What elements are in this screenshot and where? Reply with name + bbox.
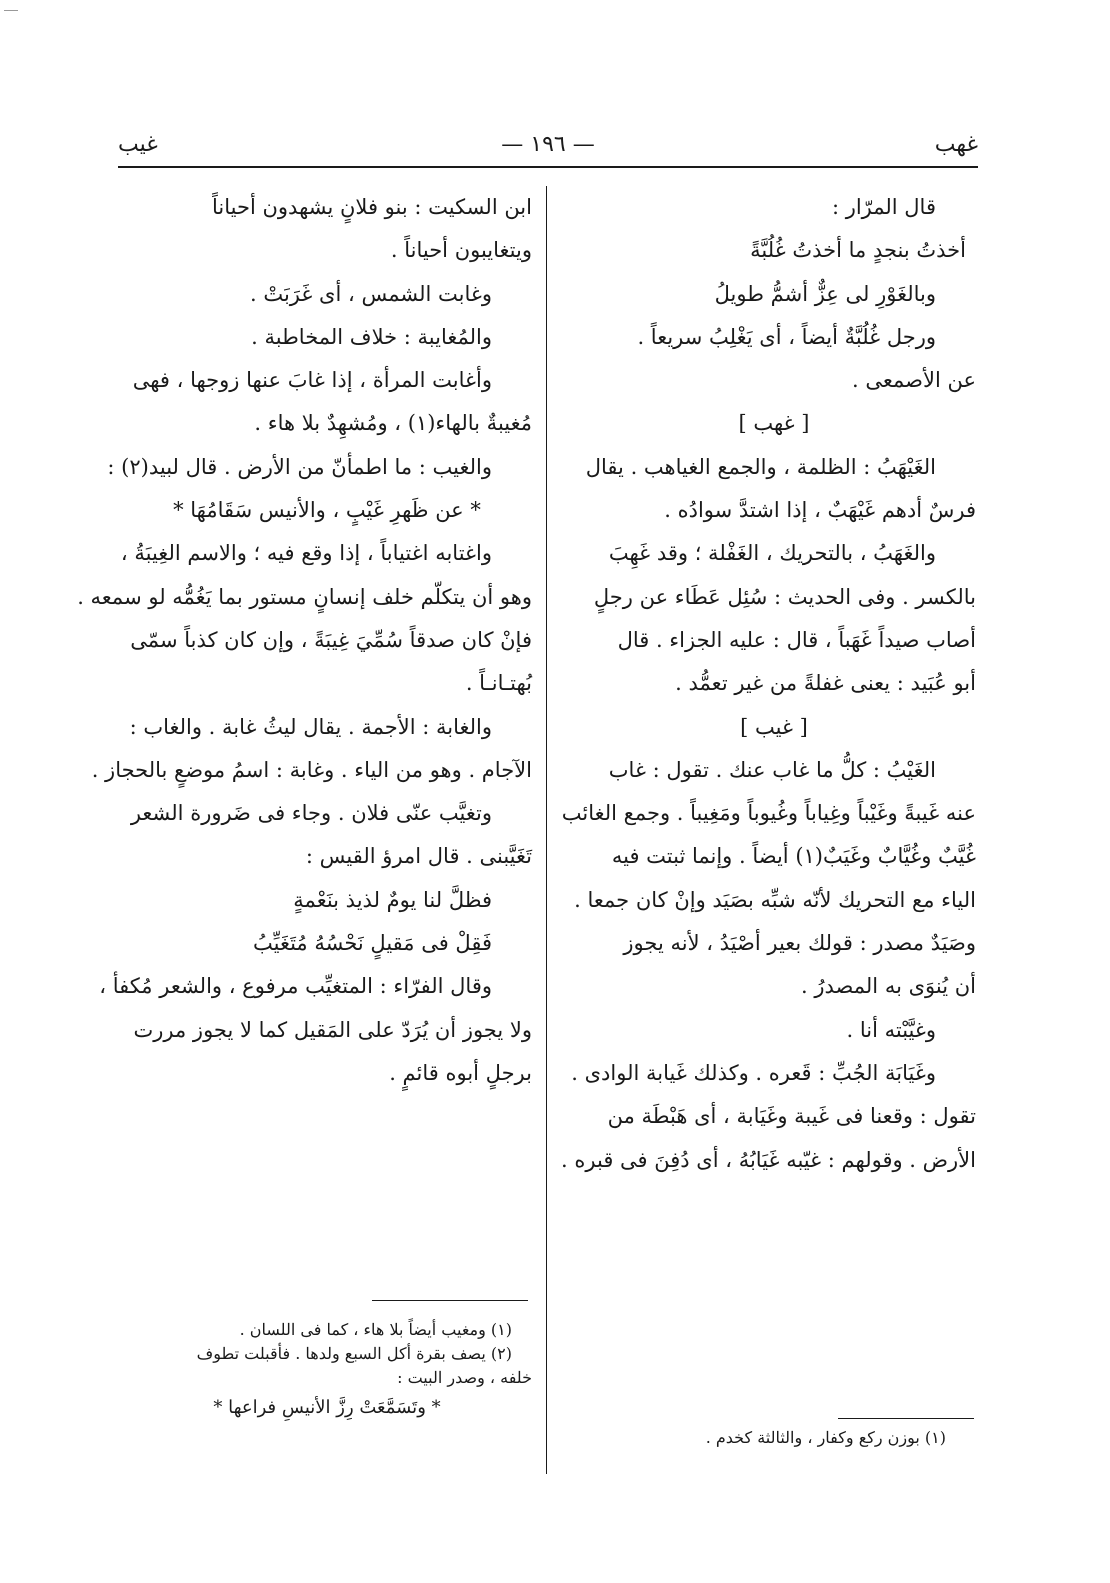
text-line: فرسٌ أدهم غَيْهَبٌ ، إذا اشتدَّ سوادُه . (664, 498, 976, 523)
text-line: والغيب : ما اطمأنّ من الأرض . قال لبيد(٢) : (107, 454, 492, 479)
right-column (561, 186, 976, 1182)
text-line: الغَيْهَبُ : الظلمة ، والجمع الغياهب . يقال (585, 454, 936, 479)
text-line: وهو أن يتكلّم خلف إنسانٍ مستور بما يَغُمُّه لو سمعه . (77, 584, 532, 609)
verse-line: أخذتُ بنجدٍ ما أخذتُ غُلُبَّةً (750, 238, 966, 263)
text-line: وقال الفرّاء : المتغيِّب مرفوع ، والشعر مُكفأ ، (99, 974, 492, 999)
footnote-line: خلفه ، وصدر البيت : (397, 1368, 532, 1387)
text-line: والمُغايبة : خلاف المخاطبة . (251, 324, 492, 349)
text-line: وصَيَدٌ مصدر : قولك بعير أصْيَدُ ، لأنه يجوز (623, 931, 976, 956)
text-line: وتغيَّب عنّى فلان . وجاء فى ضَرورة الشعر (130, 801, 492, 826)
text-line: بُهتـانـاً . (465, 671, 532, 696)
footnote-line: (١) بوزن ركع وكفار ، والثالثة كخدم . (705, 1428, 946, 1447)
text-line: أبو عُبَيد : يعنى غفلةً من غير تعمُّد . (675, 671, 976, 696)
left-footnotes (122, 1318, 532, 1426)
text-line: وغَيَابَة الجُبِّ : قَعره . وكذلك غَيابة الوادى . (571, 1060, 936, 1085)
text-line: بالكسر . وفى الحديث : سُئِل عَطَاء عن رجلٍ (593, 584, 976, 609)
verse-line: فَقِلْ فى مَقيلٍ نَحْسُهُ مُتَغَيِّبُ (253, 931, 492, 956)
text-line: ورجل غُلُبَّةٌ أيضاً ، أى يَغْلِبُ سريعاً . (637, 324, 936, 349)
left-column (77, 186, 532, 1095)
text-line: عن الأصمعى . (852, 368, 976, 393)
text-line: وغابت الشمس ، أى غَرَبَتْ . (249, 281, 492, 306)
text-line: ابن السكيت : بنو فلانٍ يشهدون أحياناً (212, 195, 532, 219)
header-rule (118, 166, 978, 168)
footnote-rule-right (838, 1418, 974, 1419)
footnote-line: (٢) يصف بقرة أكل السبع ولدها . فأقبلت تطوف (196, 1344, 512, 1363)
verse-line: وبالغَوْرِ لى عِزٌّ أشمُّ طويلُ (714, 281, 936, 306)
text-line: أصاب صيداً غَهَباً ، قال : عليه الجزاء . قال (617, 627, 976, 652)
text-line: عنه غَيبةً وغَيْباً وغِياباً وغُيوباً ومَغِيباً . وجمع الغائب (561, 801, 976, 826)
text-line: برجلٍ أبوه قائمٍ . (389, 1060, 532, 1085)
text-line: ولا يجوز أن يُرَدّ على المَقيل كما لا يجوز مررت (133, 1017, 532, 1042)
text-line: وأغابت المرأة ، إذا غابَ عنها زوجها ، فهى (132, 368, 492, 393)
section-heading: [ غهب ] (738, 411, 810, 436)
text-line: الياء مع التحريك لأنّه شبِّه بصَيَد وإنْ كان جمعا . (574, 887, 976, 912)
verse-line: فظلَّ لنا يومٌ لذيذ بنَعْمةٍ (293, 887, 492, 912)
page-header (118, 132, 978, 166)
text-line: الآجام . وهو من الياء . وغابة : اسمُ موضعٍ بالحجاز . (91, 757, 532, 782)
text-line: قال المرّار : (831, 195, 936, 219)
text-line: غُيَّبٌ وغُيَّابٌ وغَيَبٌ(١) أيضاً . وإنما ثبتت فيه (611, 844, 976, 869)
text-line: والغَهَبُ ، بالتحريك ، الغَفْلة ؛ وقد غَهِبَ (608, 541, 936, 566)
header-left-word: غيب (118, 132, 158, 157)
verse-line: * عن ظَهرِ غَيْبٍ ، والأنيس سَقَامُهَا * (173, 498, 481, 523)
footnote-line: (١) ومغيب أيضاً بلا هاء ، كما فى اللسان . (239, 1320, 512, 1339)
text-line: تقول : وقعنا فى غَيبة وغَيَابة ، أى هَبْطَة من (607, 1104, 976, 1129)
text-line: مُغيبةٌ بالهاء(١) ، ومُشهِدٌ بلا هاء . (254, 411, 532, 436)
text-line: الغَيْبُ : كلُّ ما غاب عنك . تقول : غاب (608, 757, 936, 782)
text-line: تَغَيَّبنى . قال امرؤ القيس : (305, 844, 532, 869)
text-line: الأرض . وقولهم : غيّبه غَيَابُهُ ، أى دُفِنَ فى قبره . (561, 1147, 976, 1172)
right-footnotes (572, 1426, 976, 1450)
footnote-rule-left (372, 1300, 528, 1301)
text-line: والغابة : الأجمة . يقال ليثُ غابة . والغاب : (129, 714, 492, 739)
corner-mark (4, 10, 18, 11)
text-line: واغتابه اغتياباً ، إذا وقع فيه ؛ والاسم الغِيبَةُ ، (120, 541, 492, 566)
text-line: أن يُنوَى به المصدرُ . (801, 974, 976, 999)
footnote-verse: * وتَسَمَّعَتْ رِزَّ الأنيسِ فراعها * (213, 1397, 441, 1418)
header-right-word: غهب (934, 132, 978, 157)
page-number: — ١٩٦ — (501, 132, 595, 157)
text-line: وغيَّبْته أنا . (846, 1017, 936, 1042)
column-divider (546, 186, 547, 1474)
section-heading: [ غيب ] (740, 714, 808, 739)
text-line: ويتغايبون أحياناً . (390, 238, 532, 263)
text-line: فإنْ كان صدقاً سُمِّيَ غِيبَةً ، وإن كان كذباً سمّى (130, 627, 532, 652)
